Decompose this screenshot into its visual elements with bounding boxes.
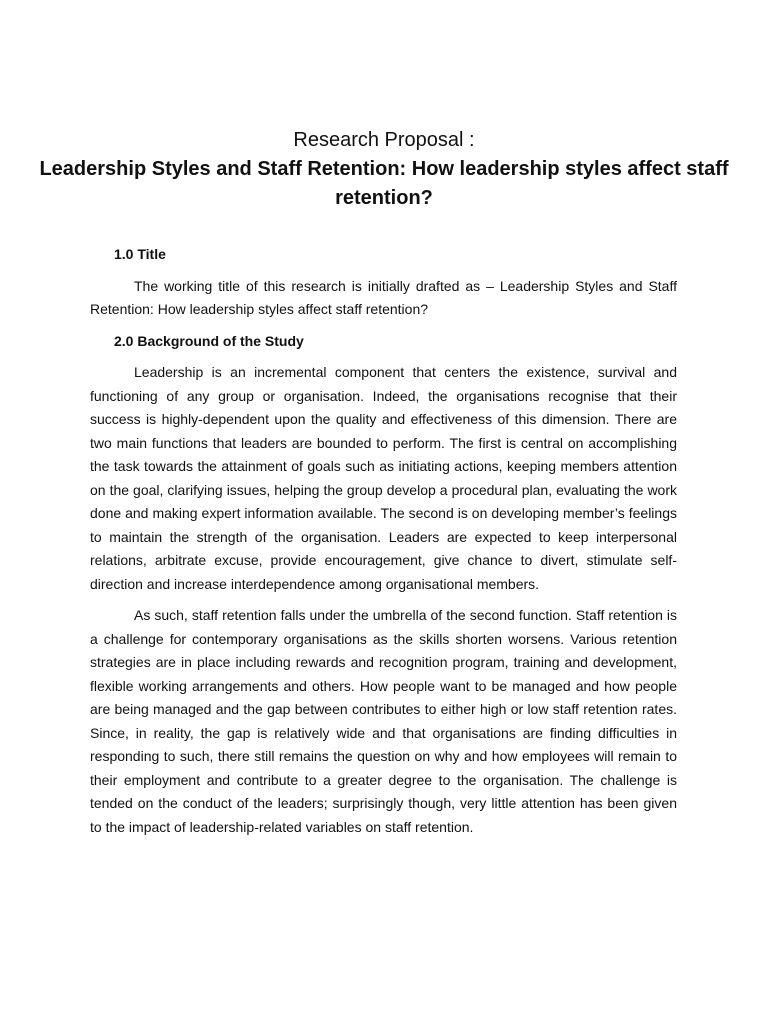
section-heading-background: 2.0 Background of the Study	[114, 332, 304, 349]
document-title	[0, 126, 768, 213]
paragraph-title: The working title of this research is initially drafted as – Leadership Styles and Staff Retention: How leadership styles affect staff retention?	[90, 277, 677, 317]
title-line-2: Leadership Styles and Staff Retention: How leadership styles affect staff retention?	[39, 158, 729, 209]
paragraph-background-2: As such, staff retention falls under the umbrella of the second function. Staff retention is a challenge for contemporary organisations as the skills shorten worsens. Various retention strategies are in place including rewards and recognition program, training and development, flexible working arrangements and others. How people want to be managed and how people are being managed and the gap between contributes to either high or low staff retention rates. Since, in reality, the gap is relatively wide and that organisations are finding difficulties in responding to such, there still remains the question on why and how employees will remain to their employment and contribute to a greater degree to the organisation. The challenge is tended on the conduct of the leaders; surprisingly though, very little attention has been given to the impact of leadership-related variables on staff retention.	[90, 607, 677, 835]
title-line-1: Research Proposal :	[293, 129, 475, 151]
paragraph-background-1: Leadership is an incremental component that centers the existence, survival and functioning of any group or organisation. Indeed, the organisations recognise that their success is highly-dependent upon the quality and effectiveness of this dimension. There are two main functions that leaders are bounded to perform. The first is central on accomplishing the task towards the attainment of goals such as initiating actions, keeping members attention on the goal, clarifying issues, helping the group develop a procedural plan, evaluating the work done and making expert information available. The second is on developing member’s feelings to maintain the strength of the organisation. Leaders are expected to keep interpersonal relations, arbitrate excuse, provide encouragement, give chance to divert, stimulate self-direction and increase interdependence among organisational members.	[90, 364, 677, 592]
section-heading-title: 1.0 Title	[114, 246, 166, 262]
document-body	[90, 243, 677, 847]
